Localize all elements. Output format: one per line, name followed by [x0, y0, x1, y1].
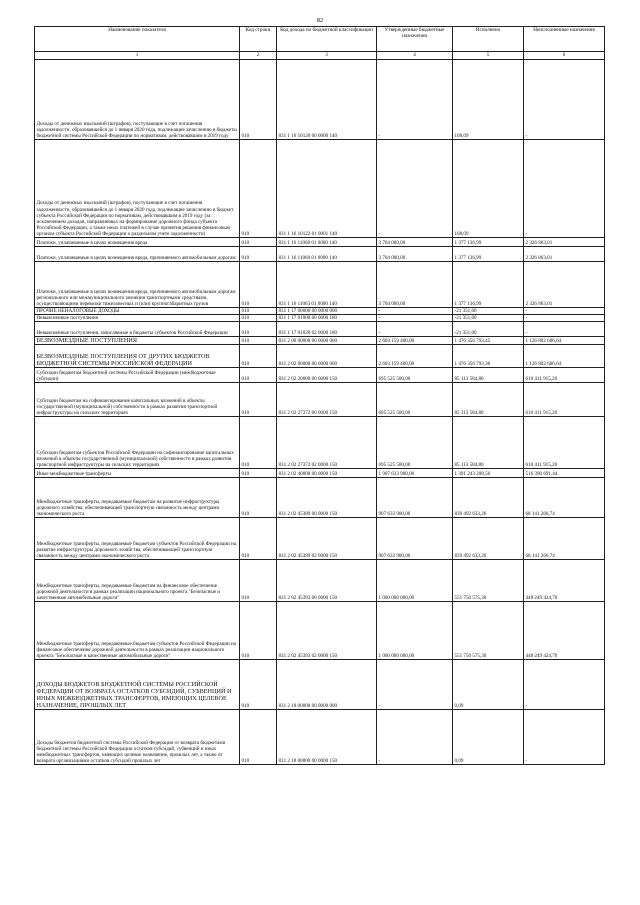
- header-approved: Утвержденные бюджетные назначения: [377, 27, 453, 52]
- column-numbers-row: [35, 52, 605, 60]
- budget-classification-code: 831 2 02 00000 00 0000 000: [277, 345, 377, 368]
- approved-amount: -: [377, 660, 453, 710]
- unexecuted-amount: 448 249 424,70: [524, 560, 605, 602]
- approved-amount: 2 603 159 400,00: [377, 337, 453, 345]
- budget-classification-code: 831 1 17 00000 00 0000 000: [277, 308, 377, 315]
- indicator-name: Невыясненные поступления, зачисляемые в бюджеты субъектов Российской Федерации: [35, 322, 240, 337]
- table-row: [35, 247, 605, 262]
- line-code: 010: [240, 518, 277, 560]
- budget-classification-code: 831 2 02 45389 00 0000 150: [277, 478, 377, 518]
- unexecuted-amount: 2 326 863,01: [524, 247, 605, 262]
- executed-amount: -21 351,00: [453, 322, 524, 337]
- table-row: [35, 710, 605, 765]
- header-kbk: Код дохода по бюджетной классификации: [277, 27, 377, 52]
- executed-amount: 1 377 136,99: [453, 247, 524, 262]
- unexecuted-amount: -: [524, 322, 605, 337]
- unexecuted-amount: 1 126 802 606,64: [524, 345, 605, 368]
- indicator-name: Платежи, уплачиваемые в целях возмещения вреда: [35, 238, 240, 247]
- budget-classification-code: 831 1 16 11000 01 0000 140: [277, 238, 377, 247]
- line-code: 010: [240, 60, 277, 140]
- unexecuted-amount: 2 326 863,01: [524, 262, 605, 308]
- budget-classification-code: 831 2 18 00000 00 0000 150: [277, 710, 377, 765]
- approved-amount: 1 907 633 900,00: [377, 469, 453, 478]
- indicator-name: Платежи, уплачиваемые в целях возмещения вреда, причиняемого автомобильным дорогам регионального или межмуниципального значения транспортными средствами, осуществляющими перевозки тяжеловесных и (или) крупногабаритных грузов: [35, 262, 240, 308]
- report-table: [34, 26, 605, 765]
- table-row: [35, 308, 605, 315]
- column-number: 2: [240, 52, 277, 60]
- indicator-name: Платежи, уплачиваемые в целях возмещения вреда, причиняемого автомобильным дорогам: [35, 247, 240, 262]
- budget-classification-code: 831 1 16 11060 01 0000 140: [277, 247, 377, 262]
- budget-classification-code: 831 1 16 10122 01 0001 140: [277, 140, 377, 238]
- table-row: [35, 660, 605, 710]
- table-row: [35, 560, 605, 602]
- table-row: [35, 368, 605, 383]
- table-row: [35, 602, 605, 660]
- column-number: 6: [524, 52, 605, 60]
- approved-amount: 1 000 000 000,00: [377, 560, 453, 602]
- indicator-name: Доходы от денежных взысканий (штрафов), поступающие в счет погашения задолженности, образовавшейся до 1 января 2020 года, подлежащие зачислению в бюджеты бюджетной системы Российской Федерации по нормативам, действовавшим в 2019 году: [35, 60, 240, 140]
- unexecuted-amount: 516 390 691,44: [524, 469, 605, 478]
- indicator-name: Межбюджетные трансферты, передаваемые бюджетам субъектов Российской Федерации на финансовое обеспечение дорожной деятельности в рамках реализации национального проекта "Безопасные и качественные автомобильные дороги": [35, 602, 240, 660]
- approved-amount: -: [377, 710, 453, 765]
- line-code: 010: [240, 337, 277, 345]
- budget-classification-code: 831 2 18 00000 00 0000 000: [277, 660, 377, 710]
- executed-amount: 85 113 584,80: [453, 368, 524, 383]
- budget-classification-code: 831 1 17 01000 00 0000 180: [277, 315, 377, 322]
- line-code: 010: [240, 262, 277, 308]
- executed-amount: 0,09: [453, 660, 524, 710]
- unexecuted-amount: 610 411 915,20: [524, 368, 605, 383]
- table-row: [35, 140, 605, 238]
- budget-classification-code: 831 1 16 11063 01 0000 140: [277, 262, 377, 308]
- indicator-name: Межбюджетные трансферты, передаваемые бюджетам на финансовое обеспечение дорожной деятельности в рамках реализации национального проекта "Безопасные и качественные автомобильные дороги": [35, 560, 240, 602]
- unexecuted-amount: 610 411 915,20: [524, 417, 605, 469]
- unexecuted-amount: 610 411 915,20: [524, 383, 605, 417]
- indicator-name: Субсидии бюджетам субъектов Российской Федерации на софинансирование капитальных вложений в объекты государственной (муниципальной) собственности в рамках развития транспортной инфраструктуры на сельских территориях: [35, 417, 240, 469]
- indicator-name: Субсидии бюджетам бюджетной системы Российской Федерации (межбюджетные субсидии): [35, 368, 240, 383]
- approved-amount: 1 000 000 000,00: [377, 602, 453, 660]
- budget-classification-code: 831 2 02 20000 00 0000 150: [277, 368, 377, 383]
- line-code: 010: [240, 315, 277, 322]
- line-code: 010: [240, 560, 277, 602]
- approved-amount: 907 633 900,00: [377, 478, 453, 518]
- line-code: 010: [240, 308, 277, 315]
- executed-amount: 839 492 633,26: [453, 478, 524, 518]
- approved-amount: 3 704 000,00: [377, 247, 453, 262]
- line-code: 010: [240, 383, 277, 417]
- budget-classification-code: 831 1 16 10120 00 0000 140: [277, 60, 377, 140]
- column-number: 1: [35, 52, 240, 60]
- table-row: [35, 315, 605, 322]
- column-number: 3: [277, 52, 377, 60]
- unexecuted-amount: -: [524, 308, 605, 315]
- budget-classification-code: 831 2 00 00000 00 0000 000: [277, 337, 377, 345]
- unexecuted-amount: -: [524, 660, 605, 710]
- column-number: 5: [453, 52, 524, 60]
- header-unexecuted: Неисполненные назначения: [524, 27, 605, 52]
- executed-amount: 1 476 356 793,36: [453, 345, 524, 368]
- page-number: 82: [316, 17, 324, 24]
- table-header: [35, 27, 605, 60]
- header-executed: Исполнено: [453, 27, 524, 52]
- indicator-name: Доходы бюджетов бюджетной системы Российской Федерации от возврата бюджетами бюджетной системы Российской Федерации остатков субсидий, субвенций и иных межбюджетных трансфертов, имеющих целевое назначение, прошлых лет, а также от возврата организациями остатков субсидий прошлых лет: [35, 710, 240, 765]
- executed-amount: 1 391 243 208,56: [453, 469, 524, 478]
- approved-amount: -: [377, 322, 453, 337]
- line-code: 010: [240, 368, 277, 383]
- line-code: 010: [240, 140, 277, 238]
- indicator-name: Невыясненные поступления: [35, 315, 240, 322]
- approved-amount: 3 704 000,00: [377, 262, 453, 308]
- unexecuted-amount: -: [524, 60, 605, 140]
- approved-amount: -: [377, 60, 453, 140]
- header-name: Наименование показателя: [35, 27, 240, 52]
- budget-classification-code: 831 2 02 45389 02 0000 150: [277, 518, 377, 560]
- unexecuted-amount: 1 126 802 606,64: [524, 337, 605, 345]
- budget-classification-code: 831 2 02 40000 00 0000 150: [277, 469, 377, 478]
- unexecuted-amount: 68 141 266,74: [524, 478, 605, 518]
- approved-amount: 2 603 159 400,00: [377, 345, 453, 368]
- executed-amount: 0,09: [453, 710, 524, 765]
- line-code: 010: [240, 417, 277, 469]
- line-code: 010: [240, 602, 277, 660]
- budget-classification-code: 831 2 02 27372 02 0000 150: [277, 417, 377, 469]
- executed-amount: 108,09: [453, 60, 524, 140]
- line-code: 010: [240, 238, 277, 247]
- budget-classification-code: 831 2 02 45393 02 0000 150: [277, 602, 377, 660]
- approved-amount: 907 633 900,00: [377, 518, 453, 560]
- unexecuted-amount: 448 249 424,70: [524, 602, 605, 660]
- unexecuted-amount: -: [524, 315, 605, 322]
- unexecuted-amount: 2 326 863,01: [524, 238, 605, 247]
- executed-amount: -21 351,00: [453, 315, 524, 322]
- indicator-name: ДОХОДЫ БЮДЖЕТОВ БЮДЖЕТНОЙ СИСТЕМЫ РОССИЙСКОЙ ФЕДЕРАЦИИ ОТ ВОЗВРАТА ОСТАТКОВ СУБСИДИЙ, СУБВЕНЦИЙ И ИНЫХ МЕЖБЮДЖЕТНЫХ ТРАНСФЕРТОВ, ИМЕЮЩИХ ЦЕЛЕВОЕ НАЗНАЧЕНИЕ, ПРОШЛЫХ ЛЕТ: [35, 660, 240, 710]
- executed-amount: 85 113 584,80: [453, 383, 524, 417]
- executed-amount: 839 492 633,26: [453, 518, 524, 560]
- table-row: [35, 60, 605, 140]
- executed-amount: 85 113 584,80: [453, 417, 524, 469]
- line-code: 010: [240, 247, 277, 262]
- executed-amount: -21 351,00: [453, 308, 524, 315]
- line-code: 010: [240, 345, 277, 368]
- executed-amount: 108,09: [453, 140, 524, 238]
- table-row: [35, 345, 605, 368]
- table-row: [35, 322, 605, 337]
- executed-amount: 1 377 136,99: [453, 238, 524, 247]
- indicator-name: ПРОЧИЕ НЕНАЛОГОВЫЕ ДОХОДЫ: [35, 308, 240, 315]
- approved-amount: 3 704 000,00: [377, 238, 453, 247]
- line-code: 010: [240, 660, 277, 710]
- unexecuted-amount: -: [524, 140, 605, 238]
- indicator-name: Межбюджетные трансферты, передаваемые бюджетам субъектов Российской Федерации на развитие инфраструктуры дорожного хозяйства, обеспечивающей транспортную связанность между центрами экономического роста: [35, 518, 240, 560]
- line-code: 010: [240, 478, 277, 518]
- budget-classification-code: 831 2 02 45393 00 0000 150: [277, 560, 377, 602]
- line-code: 010: [240, 710, 277, 765]
- approved-amount: -: [377, 140, 453, 238]
- table-row: [35, 238, 605, 247]
- approved-amount: -: [377, 315, 453, 322]
- indicator-name: Межбюджетные трансферты, передаваемые бюджетам на развитие инфраструктуры дорожного хозяйства, обеспечивающей транспортную связанность между центрами экономического роста: [35, 478, 240, 518]
- unexecuted-amount: 68 141 266,74: [524, 518, 605, 560]
- header-line-code: Код строки: [240, 27, 277, 52]
- table-row: [35, 337, 605, 345]
- table-row: [35, 478, 605, 518]
- column-number: 4: [377, 52, 453, 60]
- approved-amount: 695 525 500,00: [377, 417, 453, 469]
- executed-amount: 1 377 136,99: [453, 262, 524, 308]
- indicator-name: БЕЗВОЗМЕЗДНЫЕ ПОСТУПЛЕНИЯ: [35, 337, 240, 345]
- unexecuted-amount: -: [524, 710, 605, 765]
- executed-amount: 551 750 575,30: [453, 602, 524, 660]
- table-row: [35, 417, 605, 469]
- indicator-name: БЕЗВОЗМЕЗДНЫЕ ПОСТУПЛЕНИЯ ОТ ДРУГИХ БЮДЖЕТОВ БЮДЖЕТНОЙ СИСТЕМЫ РОССИЙСКОЙ ФЕДЕРАЦИИ: [35, 345, 240, 368]
- line-code: 010: [240, 322, 277, 337]
- indicator-name: Доходы от денежных взысканий (штрафов), поступающие в счет погашения задолженности, образовавшейся до 1 января 2020 года, подлежащие зачислению в бюджет субъекта Российской Федерации по нормативам, действовавшим в 2019 году (за исключением доходов, направляемых на формирование дорожного фонда субъекта Российской Федерации, а также иных платежей в случае принятия решения финансовым органом субъекта Российской Федерации о раздельном учете задолженности): [35, 140, 240, 238]
- table-row: [35, 262, 605, 308]
- indicator-name: Субсидии бюджетам на софинансирование капитальных вложений в объекты государственной (муниципальной) собственности в рамках развития транспортной инфраструктуры на сельских территориях: [35, 383, 240, 417]
- approved-amount: -: [377, 308, 453, 315]
- executed-amount: 1 476 356 793,45: [453, 337, 524, 345]
- budget-classification-code: 831 1 17 01020 02 0000 180: [277, 322, 377, 337]
- table-row: [35, 518, 605, 560]
- line-code: 010: [240, 469, 277, 478]
- budget-classification-code: 831 2 02 27372 00 0000 150: [277, 383, 377, 417]
- table-row: [35, 469, 605, 478]
- approved-amount: 695 525 500,00: [377, 368, 453, 383]
- table-body: [35, 60, 605, 765]
- indicator-name: Иные межбюджетные трансферты: [35, 469, 240, 478]
- table-row: [35, 383, 605, 417]
- approved-amount: 695 525 500,00: [377, 383, 453, 417]
- executed-amount: 551 750 575,30: [453, 560, 524, 602]
